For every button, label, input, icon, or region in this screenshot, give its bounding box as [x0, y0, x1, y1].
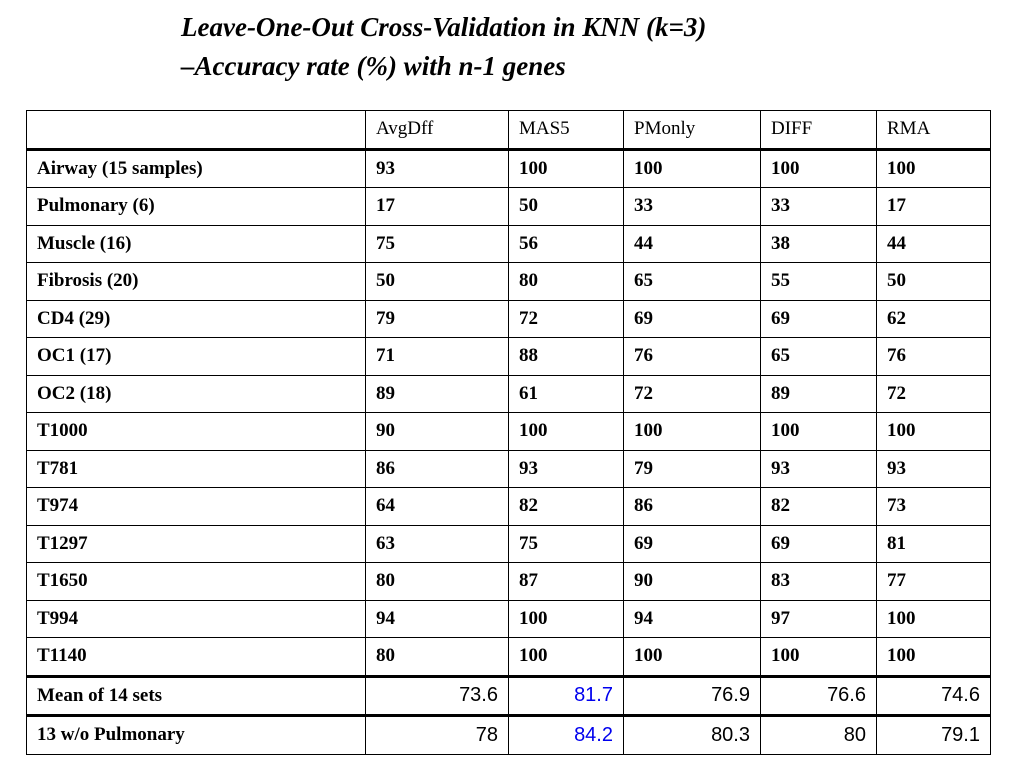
row-label: Mean of 14 sets [27, 676, 366, 716]
value-cell: 88 [509, 338, 624, 376]
value-cell: 86 [366, 450, 509, 488]
value-cell: 33 [761, 188, 877, 226]
table-row [27, 149, 991, 188]
value-cell: 81 [877, 525, 991, 563]
value-cell: 50 [877, 263, 991, 301]
table-header [27, 111, 991, 150]
value-cell: 17 [366, 188, 509, 226]
row-label: CD4 (29) [27, 300, 366, 338]
value-cell: 38 [761, 225, 877, 263]
summary-value-cell: 78 [366, 716, 509, 755]
value-cell: 87 [509, 563, 624, 601]
summary-value-cell: 84.2 [509, 716, 624, 755]
value-cell: 89 [366, 375, 509, 413]
value-cell: 83 [761, 563, 877, 601]
value-cell: 44 [624, 225, 761, 263]
value-cell: 80 [366, 563, 509, 601]
row-label: Airway (15 samples) [27, 149, 366, 188]
value-cell: 75 [366, 225, 509, 263]
table-row [27, 263, 991, 301]
value-cell: 79 [366, 300, 509, 338]
value-cell: 65 [624, 263, 761, 301]
value-cell: 93 [366, 149, 509, 188]
title-line-1: Leave-One-Out Cross-Validation in KNN (k=3) [181, 12, 707, 42]
value-cell: 93 [877, 450, 991, 488]
header-cell-rma: RMA [877, 111, 991, 150]
value-cell: 100 [624, 413, 761, 451]
value-cell: 73 [877, 488, 991, 526]
table-row [27, 450, 991, 488]
row-label: Pulmonary (6) [27, 188, 366, 226]
header-cell-empty [27, 111, 366, 150]
summary-value-cell: 74.6 [877, 676, 991, 716]
summary-value-cell: 76.6 [761, 676, 877, 716]
value-cell: 75 [509, 525, 624, 563]
value-cell: 44 [877, 225, 991, 263]
header-cell-pmonly: PMonly [624, 111, 761, 150]
value-cell: 100 [509, 600, 624, 638]
table-row [27, 188, 991, 226]
value-cell: 55 [761, 263, 877, 301]
table-row [27, 563, 991, 601]
value-cell: 72 [509, 300, 624, 338]
slide-title [181, 8, 706, 86]
value-cell: 97 [761, 600, 877, 638]
value-cell: 56 [509, 225, 624, 263]
table-row [27, 225, 991, 263]
value-cell: 90 [366, 413, 509, 451]
row-label: T1297 [27, 525, 366, 563]
value-cell: 94 [624, 600, 761, 638]
table-row [27, 300, 991, 338]
value-cell: 64 [366, 488, 509, 526]
value-cell: 63 [366, 525, 509, 563]
value-cell: 93 [761, 450, 877, 488]
value-cell: 65 [761, 338, 877, 376]
value-cell: 86 [624, 488, 761, 526]
value-cell: 76 [877, 338, 991, 376]
header-cell-mas5: MAS5 [509, 111, 624, 150]
value-cell: 62 [877, 300, 991, 338]
value-cell: 79 [624, 450, 761, 488]
value-cell: 71 [366, 338, 509, 376]
row-label: Fibrosis (20) [27, 263, 366, 301]
value-cell: 76 [624, 338, 761, 376]
value-cell: 100 [761, 149, 877, 188]
value-cell: 69 [624, 300, 761, 338]
value-cell: 82 [761, 488, 877, 526]
row-label: OC2 (18) [27, 375, 366, 413]
summary-value-cell: 76.9 [624, 676, 761, 716]
value-cell: 93 [509, 450, 624, 488]
value-cell: 17 [877, 188, 991, 226]
summary-value-cell: 73.6 [366, 676, 509, 716]
value-cell: 100 [877, 413, 991, 451]
row-label: T974 [27, 488, 366, 526]
summary-row [27, 716, 991, 755]
header-row [27, 111, 991, 150]
value-cell: 100 [761, 638, 877, 677]
summary-value-cell: 81.7 [509, 676, 624, 716]
value-cell: 100 [509, 149, 624, 188]
value-cell: 100 [877, 638, 991, 677]
row-label: OC1 (17) [27, 338, 366, 376]
summary-value-cell: 80 [761, 716, 877, 755]
row-label: T994 [27, 600, 366, 638]
value-cell: 89 [761, 375, 877, 413]
value-cell: 61 [509, 375, 624, 413]
value-cell: 69 [624, 525, 761, 563]
accuracy-table [26, 110, 991, 755]
table-row [27, 525, 991, 563]
value-cell: 72 [624, 375, 761, 413]
value-cell: 94 [366, 600, 509, 638]
header-cell-diff: DIFF [761, 111, 877, 150]
table-row [27, 488, 991, 526]
row-label: T781 [27, 450, 366, 488]
value-cell: 100 [761, 413, 877, 451]
value-cell: 100 [877, 600, 991, 638]
summary-row [27, 676, 991, 716]
table-body [27, 149, 991, 754]
row-label: T1140 [27, 638, 366, 677]
value-cell: 69 [761, 525, 877, 563]
value-cell: 100 [877, 149, 991, 188]
value-cell: 50 [366, 263, 509, 301]
title-line-2: –Accuracy rate (%) with n-1 genes [181, 51, 566, 81]
table-row [27, 338, 991, 376]
value-cell: 82 [509, 488, 624, 526]
value-cell: 90 [624, 563, 761, 601]
table-row [27, 638, 991, 677]
table-row [27, 600, 991, 638]
value-cell: 100 [509, 413, 624, 451]
value-cell: 50 [509, 188, 624, 226]
row-label: 13 w/o Pulmonary [27, 716, 366, 755]
value-cell: 100 [624, 149, 761, 188]
value-cell: 100 [624, 638, 761, 677]
value-cell: 80 [509, 263, 624, 301]
row-label: T1650 [27, 563, 366, 601]
value-cell: 100 [509, 638, 624, 677]
header-cell-avgdff: AvgDff [366, 111, 509, 150]
value-cell: 72 [877, 375, 991, 413]
table-row [27, 413, 991, 451]
summary-value-cell: 79.1 [877, 716, 991, 755]
row-label: T1000 [27, 413, 366, 451]
value-cell: 80 [366, 638, 509, 677]
row-label: Muscle (16) [27, 225, 366, 263]
table-row [27, 375, 991, 413]
value-cell: 33 [624, 188, 761, 226]
value-cell: 69 [761, 300, 877, 338]
value-cell: 77 [877, 563, 991, 601]
summary-value-cell: 80.3 [624, 716, 761, 755]
